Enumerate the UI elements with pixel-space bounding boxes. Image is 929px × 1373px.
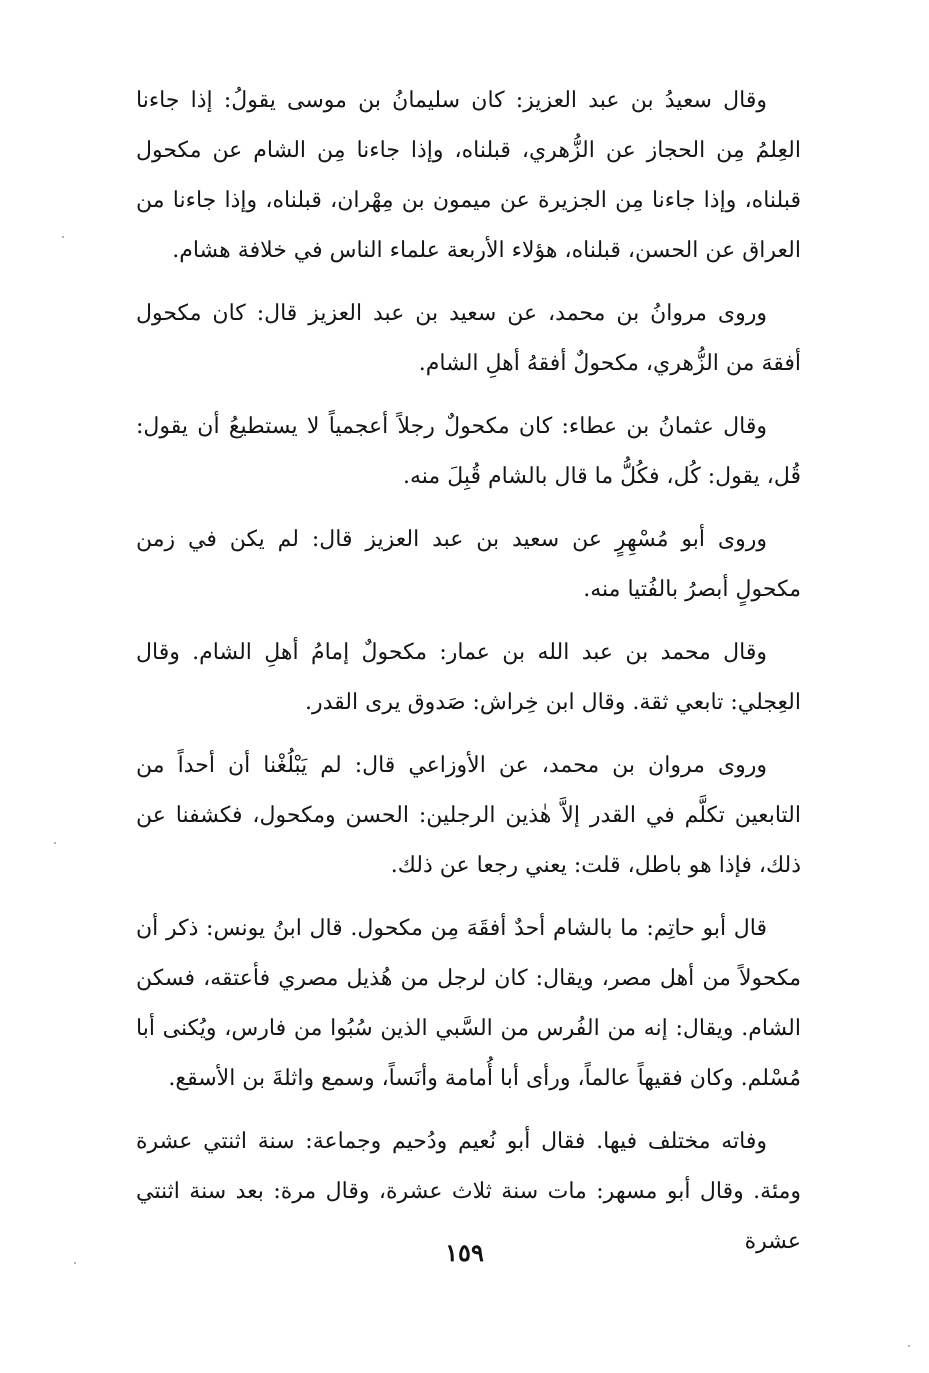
paragraph-sulayman-ibn-musa: وقال سعيدُ بن عبد العزيز: كان سليمانُ بن موسى يقولُ: إذا جاءنا العِلمُ مِن الحجاز عن الزُّهري، قبلناه، وإذا جاءنا مِن الشام عن مكحول قبلناه، وإذا جاءنا مِن الجزيرة عن ميمون بن مِهْران، قبلناه، وإذا جاءنا من العراق عن الحسن، قبلناه، هؤلاء الأربعة علماء الناس في خلافة هشام. bbox=[136, 88, 801, 263]
body-text bbox=[136, 76, 801, 1280]
scan-speck bbox=[54, 842, 56, 844]
scan-speck bbox=[908, 1345, 910, 1347]
scan-speck bbox=[74, 1262, 76, 1264]
paragraph-abu-mushir: وروى أبو مُسْهِرٍ عن سعيد بن عبد العزيز قال: لم يكن في زمن مكحولٍ أبصرُ بالفُتيا منه. bbox=[136, 527, 801, 602]
paragraph-abu-hatim: قال أبو حاتِم: ما بالشام أحدٌ أفقَهَ مِن مكحول. قال ابنُ يونس: ذكر أن مكحولاً من أهل مصر، ويقال: كان لرجل من هُذيل مصري فأعتقه، فسكن الشام. ويقال: إنه من الفُرس من السَّبي الذين سُبُوا من فارس، ويُكنى أبا مُسْلم. وكان فقيهاً عالماً، ورأى أبا أُمامة وأنَساً، وسمع واثلةَ بن الأسقع. bbox=[136, 916, 801, 1091]
scan-speck bbox=[62, 236, 64, 238]
paragraph-uthman-ibn-ata: وقال عثمانُ بن عطاء: كان مكحولٌ رجلاً أعجمياً لا يستطيعُ أن يقول: قُل، يقول: كُل، فكُلُّ ما قال بالشام قُبِلَ منه. bbox=[136, 414, 801, 489]
page-number: ١٥٩ bbox=[445, 1238, 484, 1267]
paragraph-death-date: وفاته مختلف فيها. فقال أبو نُعيم ودُحيم وجماعة: سنة اثنتي عشرة ومئة. وقال أبو مسهر: مات سنة ثلاث عشرة، وقال مرة: بعد سنة اثنتي عشرة bbox=[136, 1129, 801, 1254]
paragraph-awzai: وروى مروان بن محمد، عن الأوزاعي قال: لم يَبْلُغْنا أن أحداً من التابعين تكلَّم في القدر إلاَّ هٰذين الرجلين: الحسن ومكحول، فكشفنا عن ذلك، فإذا هو باطل، قلت: يعني رجعا عن ذلك. bbox=[136, 753, 801, 878]
paragraph-marwan-said: وروى مروانُ بن محمد، عن سعيد بن عبد العزيز قال: كان مكحول أفقهَ من الزُّهري، مكحولٌ أفقهُ أهلِ الشام. bbox=[136, 301, 801, 376]
paragraph-ibn-ammar: وقال محمد بن عبد الله بن عمار: مكحولٌ إمامُ أهلِ الشام. وقال العِجلي: تابعي ثقة. وقال ابن خِراش: صَدوق يرى القدر. bbox=[136, 640, 801, 715]
